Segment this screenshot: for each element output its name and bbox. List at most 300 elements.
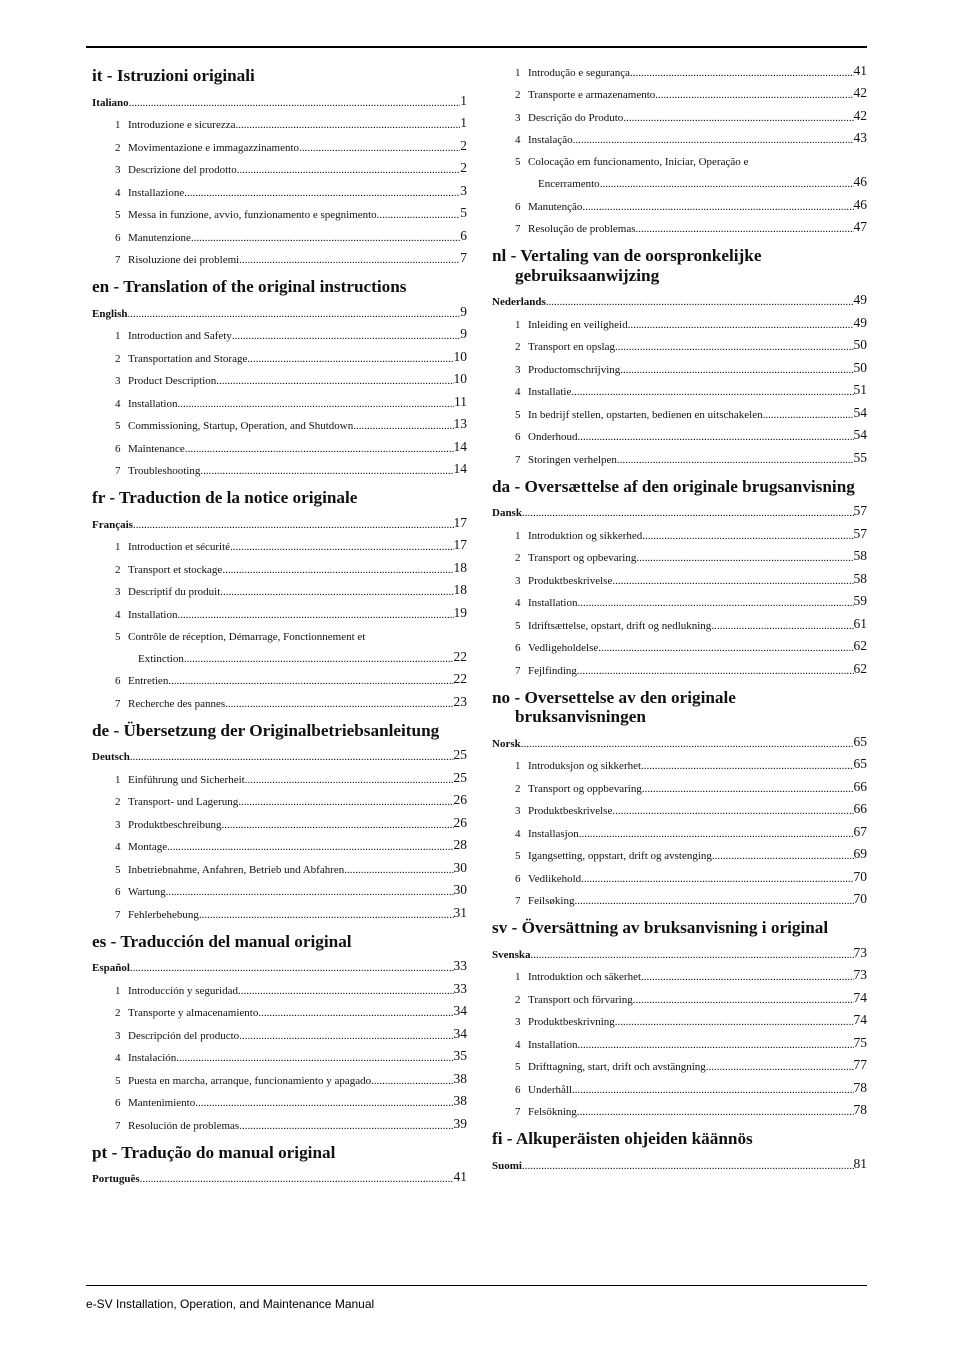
toc-entry[interactable] (92, 553, 467, 576)
toc-entry[interactable] (492, 1028, 867, 1051)
dot-leader (630, 67, 853, 79)
toc-entry[interactable] (92, 997, 467, 1020)
toc-entry-label: Product Description (128, 375, 217, 387)
toc-entry-number: 6 (115, 675, 121, 687)
dot-leader (299, 142, 460, 154)
dot-leader (578, 1039, 854, 1051)
toc-entry[interactable] (492, 587, 867, 610)
toc-entry[interactable] (492, 772, 867, 795)
toc-entry-text (515, 895, 574, 907)
toc-entry-number: 7 (115, 908, 121, 921)
toc-entry-label: Drifttagning, start, drift och avstängning (528, 1061, 706, 1073)
language-entry[interactable] (92, 511, 467, 531)
toc-entry-number: 6 (115, 886, 121, 898)
language-label: Norsk (492, 737, 521, 750)
toc-entry-label: Risoluzione dei problemi (128, 254, 240, 266)
toc-entry[interactable] (492, 983, 867, 1006)
toc-entry[interactable] (492, 146, 867, 190)
dot-leader (221, 819, 453, 831)
toc-entry-page: 54 (853, 404, 867, 420)
toc-entry-text (115, 796, 238, 808)
dot-leader (615, 1016, 854, 1028)
toc-entry-page: 50 (853, 359, 867, 375)
toc-entry-line2 (515, 168, 867, 190)
dot-leader (598, 642, 853, 654)
dot-leader (344, 864, 453, 876)
toc-entry-text (115, 1075, 371, 1087)
toc-entry-number: 3 (515, 805, 521, 817)
toc-entry-text (115, 1030, 239, 1042)
toc-entry-number: 3 (115, 1029, 121, 1042)
toc-entry[interactable] (92, 387, 467, 410)
toc-entry-text (115, 142, 299, 154)
toc-entry[interactable] (492, 632, 867, 655)
toc-entry-label: Transport och förvaring (528, 993, 633, 1006)
toc-entry[interactable] (492, 308, 867, 331)
language-entry[interactable] (492, 941, 867, 961)
toc-entry-number: 4 (515, 134, 521, 146)
toc-entry-line1 (515, 146, 867, 168)
toc-entry[interactable] (492, 817, 867, 840)
toc-entry-page: 62 (853, 638, 867, 653)
toc-entry-page: 39 (453, 1115, 467, 1131)
toc-entry[interactable] (92, 531, 467, 554)
dot-leader (706, 1061, 854, 1073)
toc-entry-number: 3 (515, 1016, 521, 1028)
toc-entry-text (515, 319, 628, 331)
toc-entry-number: 1 (115, 984, 121, 997)
toc-entry-text (515, 134, 573, 146)
toc-entry[interactable] (492, 840, 867, 863)
toc-entry[interactable] (92, 1019, 467, 1042)
toc-entry-number: 6 (115, 231, 121, 244)
toc-entry-number: 4 (515, 597, 521, 609)
toc-entry-number: 2 (515, 89, 521, 101)
toc-entry-label: Colocação em funcionamento, Iniciar, Operação e (528, 156, 749, 168)
dot-leader (238, 985, 454, 997)
language-label: Nederlands (492, 296, 546, 308)
toc-entry-label: Transportation and Storage (128, 352, 248, 365)
toc-entry[interactable] (492, 79, 867, 102)
toc-entry-label: Einführung und Sicherheit (128, 773, 245, 786)
toc-entry-page: 67 (853, 823, 867, 839)
toc-entry-number: 3 (515, 111, 521, 124)
toc-entry-page: 74 (853, 1012, 867, 1027)
toc-entry-label: Wartung (128, 886, 166, 898)
toc-entry[interactable] (492, 421, 867, 444)
toc-entry-number: 4 (115, 841, 121, 853)
toc-entry-text (115, 330, 232, 342)
toc-entry[interactable] (92, 1064, 467, 1087)
section-title: fi - Alkuperäisten ohjeiden käännös (492, 1129, 753, 1148)
toc-entry-text (115, 164, 237, 176)
dot-leader (239, 254, 460, 266)
toc-entry-number: 7 (515, 1106, 521, 1118)
section-title: nl - Vertaling van de oorspronkelijke gebruiksaanwijzing (492, 246, 762, 285)
dot-leader (184, 187, 460, 199)
toc-entry-label: Instalação (528, 134, 573, 146)
toc-entry[interactable] (92, 853, 467, 876)
section-title: da - Oversættelse af den originale brugsanvisning (492, 476, 855, 496)
dot-leader (573, 134, 854, 146)
toc-entry[interactable] (92, 621, 467, 665)
language-label: Español (92, 962, 130, 974)
toc-entry[interactable] (92, 365, 467, 388)
dot-leader (600, 178, 854, 190)
dot-leader (577, 1106, 854, 1118)
toc-entry-page: 34 (453, 1003, 467, 1018)
language-label: Deutsch (92, 751, 130, 763)
toc-entry[interactable] (92, 974, 467, 997)
section-title: en - Translation of the original instructions (92, 277, 407, 296)
dot-leader (191, 232, 460, 244)
toc-entry[interactable] (92, 876, 467, 899)
toc-entry-text (515, 89, 655, 101)
language-label: Svenska (492, 948, 531, 961)
toc-entry-page: 6 (460, 227, 467, 243)
dot-leader (184, 653, 454, 665)
toc-entry[interactable] (492, 101, 867, 124)
toc-entry[interactable] (92, 410, 467, 433)
toc-entry[interactable] (492, 542, 867, 565)
toc-entry-number: 7 (515, 453, 521, 466)
dot-leader (353, 420, 453, 432)
dot-leader (130, 751, 454, 763)
dot-leader (225, 698, 453, 710)
toc-entry-page: 66 (853, 778, 867, 794)
toc-entry-number: 3 (515, 363, 521, 376)
toc-entry-text (115, 819, 221, 831)
language-entry[interactable] (92, 1165, 467, 1185)
toc-entry[interactable] (92, 598, 467, 621)
toc-entry-page: 46 (853, 196, 867, 212)
dot-leader (655, 89, 853, 101)
toc-entry-text (515, 431, 578, 443)
section-title: no - Oversettelse av den originale bruksanvisningen (492, 687, 736, 726)
toc-entry-page: 34 (453, 1025, 467, 1041)
toc-entry[interactable] (92, 320, 467, 343)
toc-entry-text (115, 609, 178, 621)
toc-entry-number: 7 (115, 254, 121, 266)
dot-leader (167, 841, 453, 853)
dot-leader (579, 828, 854, 840)
toc-entry-label-cont: Encerramento (538, 178, 600, 190)
dot-leader (377, 209, 461, 221)
dot-leader (641, 971, 853, 983)
toc-entry[interactable] (92, 109, 467, 132)
toc-entry-label: Inbetriebnahme, Anfahren, Betrieb und Abfahren (128, 863, 345, 876)
toc-entry-text (515, 575, 612, 587)
toc-entry-page: 2 (460, 160, 467, 175)
toc-entry-label: Installation (528, 1038, 578, 1051)
toc-entry-page: 69 (853, 846, 867, 861)
toc-entry-label: Instalación (128, 1052, 177, 1064)
toc-entry-text (115, 841, 167, 853)
toc-entry-text (515, 665, 577, 677)
toc-entry-page: 73 (853, 967, 867, 982)
toc-entry[interactable] (492, 519, 867, 542)
toc-entry-label: Underhåll (528, 1083, 572, 1096)
toc-entry-number: 6 (515, 642, 521, 654)
toc-entry-label: Installatie (528, 386, 572, 398)
toc-entry-text (115, 1007, 258, 1019)
dot-leader (617, 454, 854, 466)
toc-entry-page: 46 (853, 174, 867, 189)
toc-entry-text (515, 201, 582, 213)
toc-entry-number: 5 (115, 630, 121, 643)
language-label: Suomi (492, 1159, 522, 1172)
toc-entry[interactable] (492, 353, 867, 376)
toc-entry[interactable] (492, 961, 867, 984)
toc-entry[interactable] (492, 654, 867, 677)
toc-entry-number: 4 (115, 1052, 121, 1064)
toc-entry[interactable] (92, 576, 467, 599)
toc-entry[interactable] (492, 750, 867, 773)
language-label: English (92, 307, 128, 320)
toc-entry-text (115, 420, 353, 432)
toc-entry[interactable] (92, 244, 467, 267)
toc-entry-page: 78 (853, 1079, 867, 1095)
toc-entry[interactable] (492, 1051, 867, 1074)
toc-entry-label: Feilsøking (528, 895, 575, 907)
toc-entry-label: Installazione (128, 186, 185, 199)
toc-entry-page: 77 (853, 1057, 867, 1072)
dot-leader (199, 909, 454, 921)
language-entry[interactable] (492, 499, 867, 519)
language-entry[interactable] (492, 1152, 867, 1172)
section-title: fr - Traduction de la notice originale (92, 488, 358, 507)
dot-leader (216, 375, 453, 387)
toc-entry-text (115, 465, 200, 477)
toc-entry-page: 78 (853, 1102, 867, 1117)
toc-section (92, 1143, 467, 1186)
toc-entry-label: Introduzione e sicurezza (128, 119, 236, 131)
toc-entry[interactable] (92, 342, 467, 365)
toc-entry[interactable] (492, 564, 867, 587)
toc-entry[interactable] (492, 862, 867, 885)
dot-leader (571, 386, 853, 398)
dot-leader (546, 296, 854, 308)
section-title: pt - Tradução do manual original (92, 1142, 336, 1162)
section-title: it - Istruzioni originali (92, 66, 255, 85)
language-entry[interactable] (92, 300, 467, 320)
dot-leader (572, 1084, 854, 1096)
toc-entry[interactable] (492, 190, 867, 213)
toc-entry-text (515, 67, 630, 79)
language-page: 17 (453, 514, 467, 530)
dot-leader (220, 586, 453, 598)
toc-entry[interactable] (492, 885, 867, 908)
language-entry[interactable] (492, 730, 867, 750)
toc-entry-label-cont: Extinction (138, 652, 184, 665)
toc-entry-page: 70 (853, 891, 867, 906)
toc-entry[interactable] (92, 786, 467, 809)
toc-entry[interactable] (92, 199, 467, 222)
toc-entry-label: Manutenção (528, 200, 583, 213)
toc-entry-text (115, 675, 168, 687)
dot-leader (129, 97, 461, 109)
toc-section (492, 688, 867, 908)
toc-entry-label: Produktbeskrivning (528, 1016, 615, 1028)
toc-entry[interactable] (92, 221, 467, 244)
language-entry[interactable] (492, 288, 867, 308)
toc-entry[interactable] (492, 1073, 867, 1096)
language-entry[interactable] (92, 954, 467, 974)
dot-leader (642, 530, 853, 542)
toc-entry-text (515, 112, 623, 124)
toc-entry-label: Idriftsættelse, opstart, drift og nedlukning (528, 619, 712, 632)
toc-entry-label: Transporte e armazenamento (528, 89, 656, 101)
toc-entry[interactable] (492, 1006, 867, 1029)
toc-entry-label: Descrição do Produto (528, 111, 624, 124)
toc-entry-label: Storingen verhelpen (528, 453, 617, 466)
toc-entry[interactable] (492, 56, 867, 79)
toc-entry[interactable] (92, 154, 467, 177)
toc-entry-text (515, 783, 642, 795)
toc-entry-line2 (115, 643, 467, 665)
toc-entry-line1 (115, 621, 467, 643)
toc-entry-number: 4 (515, 1038, 521, 1051)
toc-entry[interactable] (92, 1042, 467, 1065)
top-rule (86, 46, 867, 48)
toc-entry[interactable] (92, 763, 467, 786)
toc-entry-text (115, 886, 166, 898)
toc-entry[interactable] (492, 398, 867, 421)
toc-entry-number: 5 (515, 408, 521, 421)
toc-entry-page: 23 (453, 693, 467, 709)
dot-leader (230, 541, 453, 553)
toc-entry[interactable] (92, 665, 467, 688)
toc-entry-page: 65 (853, 756, 867, 771)
toc-entry-text (115, 1052, 176, 1064)
toc-entry[interactable] (492, 213, 867, 236)
toc-entry-number: 5 (115, 1074, 121, 1087)
toc-entry-page: 61 (853, 615, 867, 631)
dot-leader (247, 353, 453, 365)
toc-entry-page: 50 (853, 337, 867, 352)
toc-section (92, 66, 467, 266)
toc-entry[interactable] (492, 443, 867, 466)
toc-entry[interactable] (492, 795, 867, 818)
toc-entry-label: Resolução de problemas (528, 223, 636, 235)
toc-entry-label: Manutenzione (128, 231, 191, 244)
language-page: 57 (853, 503, 867, 518)
toc-right-column (492, 56, 867, 1183)
dot-leader (133, 519, 454, 531)
toc-entry[interactable] (492, 1096, 867, 1119)
toc-entry[interactable] (92, 831, 467, 854)
dot-leader (623, 112, 853, 124)
toc-entry[interactable] (92, 808, 467, 831)
language-entry[interactable] (92, 743, 467, 763)
toc-entry-label: Transport- und Lagerung (128, 796, 239, 808)
dot-leader (176, 1052, 453, 1064)
toc-entry-text (115, 187, 184, 199)
toc-entry-text (515, 386, 571, 398)
toc-entry[interactable] (492, 376, 867, 399)
toc-entry-label: Transporte y almacenamiento (128, 1007, 259, 1019)
toc-section (92, 932, 467, 1132)
toc-entry-page: 59 (853, 593, 867, 608)
toc-entry[interactable] (92, 898, 467, 921)
toc-entry[interactable] (92, 432, 467, 455)
toc-entry-number: 3 (515, 574, 521, 587)
section-title: es - Traducción del manual original (92, 931, 352, 951)
toc-entry-number: 5 (115, 863, 121, 876)
language-label: Dansk (492, 507, 522, 519)
dot-leader (578, 597, 854, 609)
dot-leader (195, 1097, 453, 1109)
dot-leader (582, 201, 853, 213)
toc-entry-text (515, 620, 711, 632)
toc-entry[interactable] (92, 1109, 467, 1132)
toc-entry[interactable] (92, 687, 467, 710)
toc-entry-page: 25 (453, 769, 467, 785)
dot-leader (712, 850, 854, 862)
toc-entry-label: Transport et stockage (128, 563, 223, 576)
language-page: 33 (453, 958, 467, 973)
dot-leader (615, 341, 854, 353)
toc-entry-number: 6 (515, 200, 521, 213)
toc-entry-page: 10 (453, 348, 467, 364)
toc-entry-number: 3 (115, 818, 121, 831)
toc-entry-number: 2 (515, 993, 521, 1006)
toc-entry[interactable] (492, 124, 867, 147)
toc-entry-label: Troubleshooting (128, 465, 201, 477)
language-page: 1 (460, 92, 467, 108)
toc-entry-label: Vedlikehold (528, 872, 582, 885)
toc-entry-label: Recherche des pannes (128, 697, 226, 710)
page-footer: e-SV Installation, Operation, and Maintenance Manual (86, 1297, 375, 1311)
toc-entry-number: 2 (515, 552, 521, 564)
toc-entry-page: 26 (453, 814, 467, 830)
toc-entry-label: Igangsetting, oppstart, drift og avstenging (528, 850, 712, 862)
toc-section (92, 277, 467, 477)
toc-entry-number: 3 (115, 375, 121, 387)
toc-entry-label: Descrizione del prodotto (128, 164, 237, 176)
section-title: de - Übersetzung der Originalbetriebsanleitung (92, 720, 440, 740)
toc-entry[interactable] (92, 455, 467, 478)
dot-leader (577, 665, 854, 677)
toc-entry[interactable] (92, 1087, 467, 1110)
dot-leader (636, 223, 854, 235)
toc-entry[interactable] (92, 131, 467, 154)
toc-entry-number: 1 (115, 330, 121, 342)
toc-entry-number: 7 (515, 895, 521, 907)
toc-entry-page: 47 (853, 219, 867, 234)
toc-entry-text (515, 454, 617, 466)
toc-entry-label: Descripción del producto (128, 1029, 240, 1042)
toc-entry[interactable] (92, 176, 467, 199)
toc-entry-page: 51 (853, 382, 867, 397)
toc-entry-label: Introdução e segurança (528, 66, 631, 79)
toc-entry-label: Resolución de problemas (128, 1119, 240, 1132)
toc-entry-number: 1 (115, 541, 121, 553)
toc-section-continued (492, 56, 867, 235)
dot-leader (237, 164, 461, 176)
toc-entry-text (515, 1039, 578, 1051)
toc-entry-number: 6 (115, 442, 121, 455)
toc-entry[interactable] (492, 609, 867, 632)
dot-leader (574, 895, 853, 907)
toc-entry[interactable] (492, 331, 867, 354)
dot-leader (200, 465, 453, 477)
toc-entry-page: 3 (460, 182, 467, 198)
toc-entry-page: 57 (853, 525, 867, 541)
language-entry[interactable] (92, 89, 467, 109)
toc-entry-label: Installation (128, 397, 178, 410)
toc-entry-page: 11 (454, 393, 467, 409)
